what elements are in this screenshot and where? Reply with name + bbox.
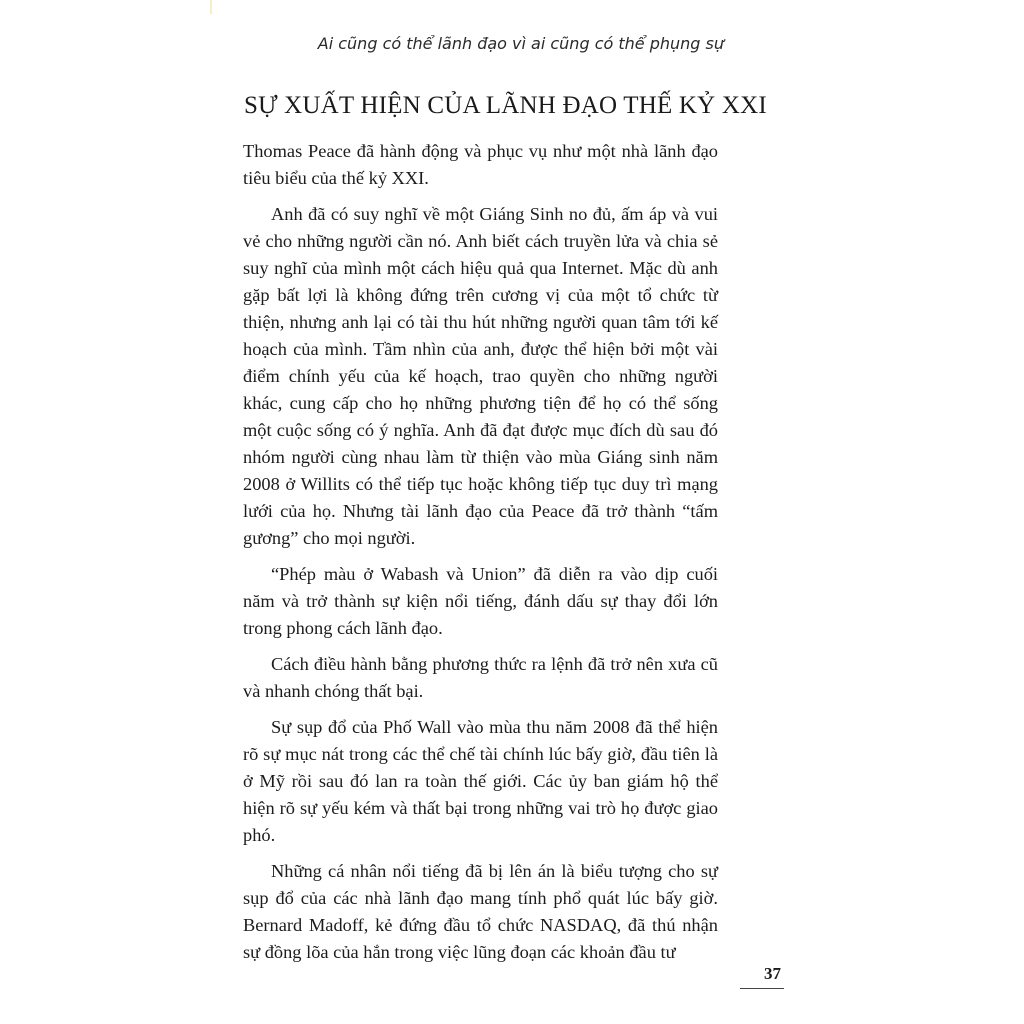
- paragraph: Cách điều hành bằng phương thức ra lệnh đã trở nên xưa cũ và nhanh chóng thất bại.: [243, 654, 718, 701]
- paragraph: “Phép màu ở Wabash và Union” đã diễn ra vào dịp cuối năm và trở thành sự kiện nổi tiếng, đánh dấu sự thay đổi lớn trong phong cách lãnh đạo.: [243, 564, 718, 638]
- paragraph: Thomas Peace đã hành động và phục vụ như một nhà lãnh đạo tiêu biểu của thế kỷ XXI.: [243, 141, 718, 188]
- chapter-title: SỰ XUẤT HIỆN CỦA LÃNH ĐẠO THẾ KỶ XXI: [244, 92, 767, 119]
- page-number-rule: [740, 988, 784, 989]
- page-number: 37: [764, 964, 781, 983]
- running-header: Ai cũng có thể lãnh đạo vì ai cũng có thể phụng sự: [317, 34, 724, 53]
- paragraph: Sự sụp đổ của Phố Wall vào mùa thu năm 2008 đã thể hiện rõ sự mục nát trong các thể chế tài chính lúc bấy giờ, đầu tiên là ở Mỹ rồi sau đó lan ra toàn thế giới. Các ủy ban giám hộ thể hiện rõ sự yếu kém và thất bại trong những vai trò họ được giao phó.: [243, 717, 718, 845]
- paragraph: Những cá nhân nổi tiếng đã bị lên án là biểu tượng cho sự sụp đổ của các nhà lãnh đạo mang tính phổ quát lúc bấy giờ. Bernard Madoff, kẻ đứng đầu tổ chức NASDAQ, đã thú nhận sự đồng lõa của hắn trong việc lũng đoạn các khoản đầu tư: [243, 861, 718, 962]
- page-edge-mark: [210, 0, 212, 14]
- body-text: [243, 138, 718, 975]
- paragraph: Anh đã có suy nghĩ về một Giáng Sinh no đủ, ấm áp và vui vẻ cho những người cần nó. Anh biết cách truyền lửa và chia sẻ suy nghĩ của mình một cách hiệu quả qua Internet. Mặc dù anh gặp bất lợi là không đứng trên cương vị của một tổ chức từ thiện, nhưng anh lại có tài thu hút những người quan tâm tới kế hoạch của mình. Tầm nhìn của anh, được thể hiện bởi một vài điểm chính yếu của kế hoạch, trao quyền cho những người khác, cung cấp cho họ những phương tiện để họ có thể sống một cuộc sống có ý nghĩa. Anh đã đạt được mục đích dù sau đó nhóm người cùng nhau làm từ thiện vào mùa Giáng sinh năm 2008 ở Willits có thể tiếp tục hoặc không tiếp tục duy trì mạng lưới của họ. Nhưng tài lãnh đạo của Peace đã trở thành “tấm gương” cho mọi người.: [243, 204, 718, 548]
